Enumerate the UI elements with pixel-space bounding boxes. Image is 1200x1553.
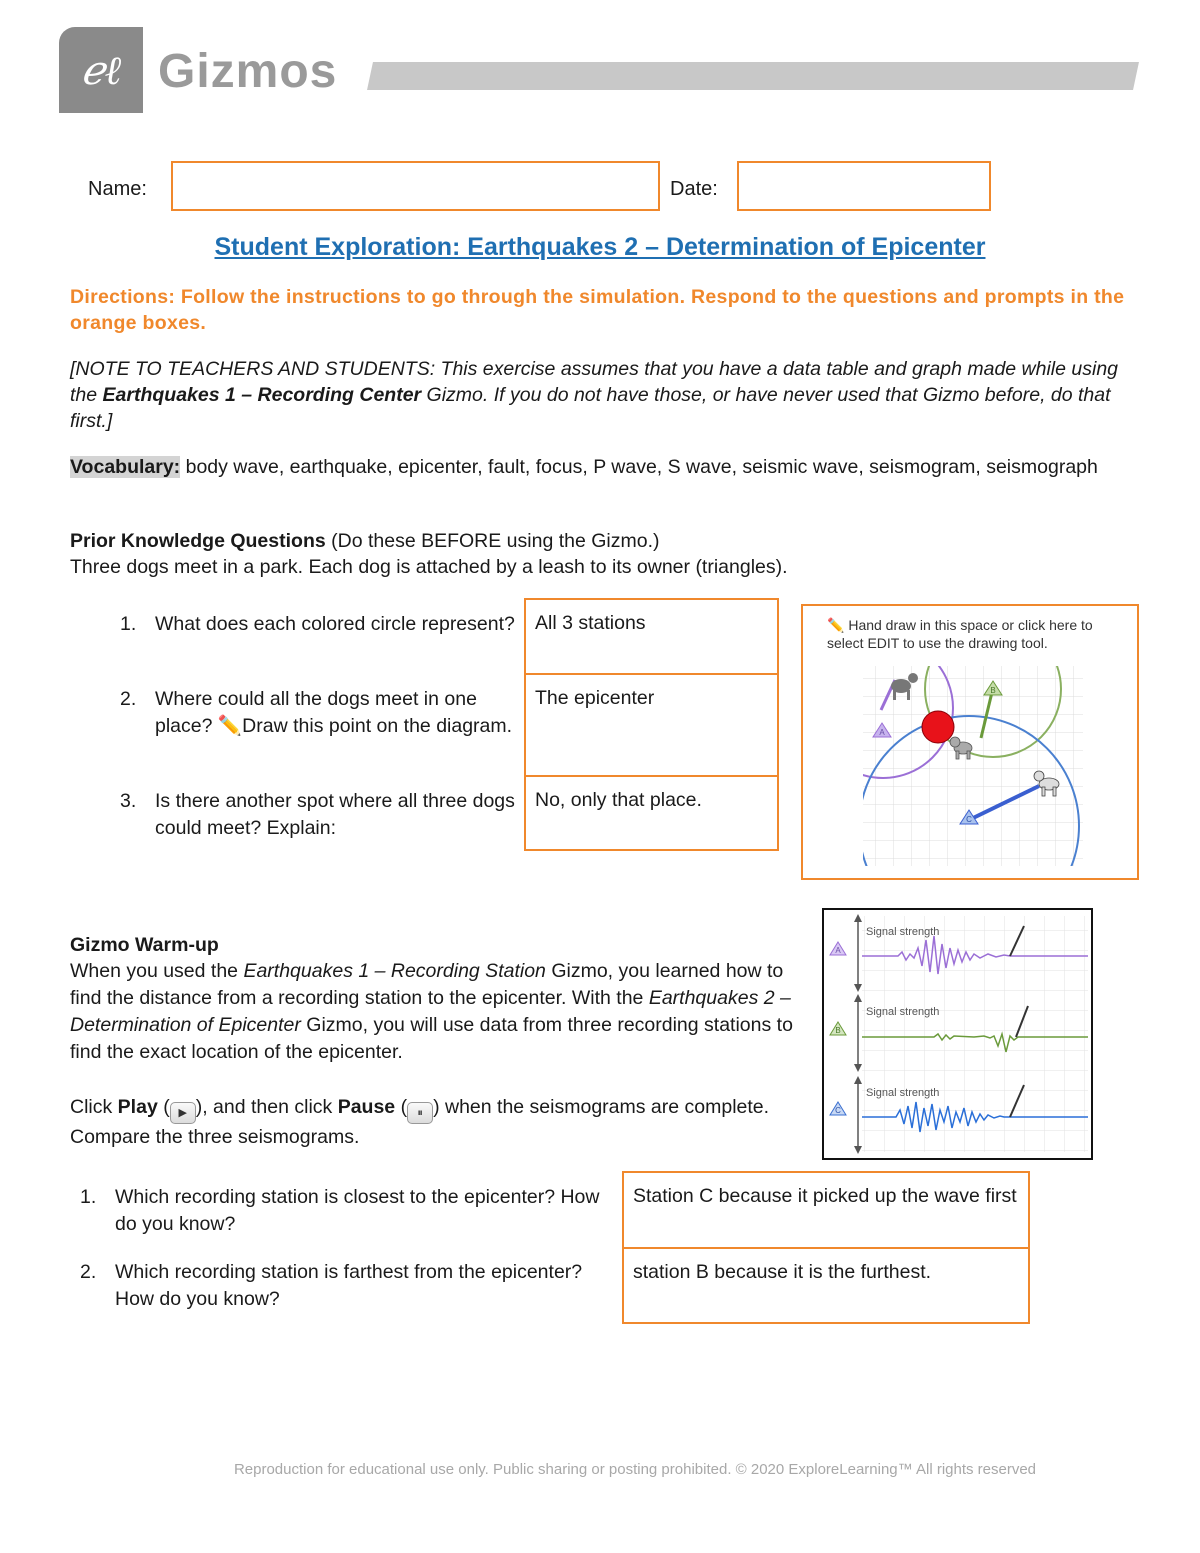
prior-knowledge-heading: Prior Knowledge Questions (Do these BEFORE using the Gizmo.) [70, 530, 660, 552]
question-text: What does each colored circle represent? [155, 613, 515, 635]
answer-box[interactable]: station B because it is the furthest. [622, 1247, 1030, 1324]
question-number: 1. [120, 613, 137, 635]
pause-icon: ⏸ [407, 1102, 433, 1124]
station-label: A [835, 946, 841, 955]
answer-box[interactable]: The epicenter [524, 673, 779, 777]
question-number: 1. [80, 1186, 97, 1208]
seismo-label: Signal strength [866, 1006, 940, 1018]
date-label: Date: [670, 178, 718, 200]
answer-box[interactable]: All 3 stations [524, 598, 779, 675]
warmup-paragraph: When you used the Earthquakes 1 – Recording Station Gizmo, you learned how to find the distance from a recording station to the epicenter. With the Earthquakes 2 – Determination of Epicenter Gizmo, you will use data from three recording stations to find the exact location of the epicenter. [70, 960, 793, 1063]
seismogram-panel [822, 908, 1093, 1160]
question-text: Where could all the dogs meet in one place? ✏️Draw this point on the diagram. [155, 688, 513, 737]
question-text: Which recording station is farthest from the epicenter? How do you know? [115, 1261, 583, 1310]
gizmos-brand: Gizmos [158, 45, 338, 98]
station-label: C [966, 815, 972, 824]
answer-box[interactable]: Station C because it picked up the wave first [622, 1171, 1030, 1249]
dog-park-diagram [803, 606, 1139, 880]
seismo-label: Signal strength [866, 1087, 940, 1099]
station-label: B [990, 686, 996, 695]
header-bar [367, 62, 1139, 90]
prior-knowledge-intro: Three dogs meet in a park. Each dog is attached by a leash to its owner (triangles). [70, 556, 788, 578]
seismogram-chart [824, 910, 1091, 1158]
directions: Directions: Follow the instructions to go through the simulation. Respond to the questions and prompts in the orange boxes. [70, 286, 1125, 334]
explorelearning-logo: ℯℓ [59, 27, 143, 113]
pencil-icon: ✏️ [217, 715, 243, 737]
drawing-panel[interactable] [801, 604, 1139, 880]
date-field[interactable] [737, 161, 991, 211]
station-label: B [835, 1026, 841, 1035]
play-icon: ▶ [170, 1102, 196, 1124]
warmup-heading: Gizmo Warm-up [70, 934, 219, 956]
station-label: C [835, 1106, 841, 1115]
question-number: 2. [120, 688, 137, 710]
question-text: Is there another spot where all three dogs could meet? Explain: [155, 790, 515, 839]
question-number: 2. [80, 1261, 97, 1283]
name-label: Name: [88, 178, 147, 200]
drawing-instructions[interactable]: ✏️ Hand draw in this space or click here to select EDIT to use the drawing tool. [827, 617, 1093, 651]
teacher-note: [NOTE TO TEACHERS AND STUDENTS: This exercise assumes that you have a data table and graph made while using the Earthquakes 1 – Recording Center Gizmo. If you do not have those, or have never used that Gizmo before, do that first.] [70, 358, 1119, 432]
vocabulary: Vocabulary: body wave, earthquake, epicenter, fault, focus, P wave, S wave, seismic wave, seismogram, seismograph [70, 456, 1098, 478]
seismo-label: Signal strength [866, 926, 940, 938]
pencil-icon: ✏️ [827, 617, 845, 633]
question-number: 3. [120, 790, 137, 812]
epicenter-mark [922, 711, 954, 743]
warmup-instructions: Click Play ( ▶ ), and then click Pause ( ⏸ ) when the seismograms are complete. Compare the three seismograms. [70, 1096, 770, 1148]
answer-box[interactable]: No, only that place. [524, 775, 779, 851]
station-label: A [879, 728, 885, 737]
footer: Reproduction for educational use only. Public sharing or posting prohibited. © 2020 ExploreLearning™ All rights reserved [233, 1461, 1037, 1478]
question-text: Which recording station is closest to the epicenter? How do you know? [115, 1186, 600, 1235]
page-title: Student Exploration: Earthquakes 2 – Determination of Epicenter [214, 233, 986, 261]
name-field[interactable] [171, 161, 660, 211]
